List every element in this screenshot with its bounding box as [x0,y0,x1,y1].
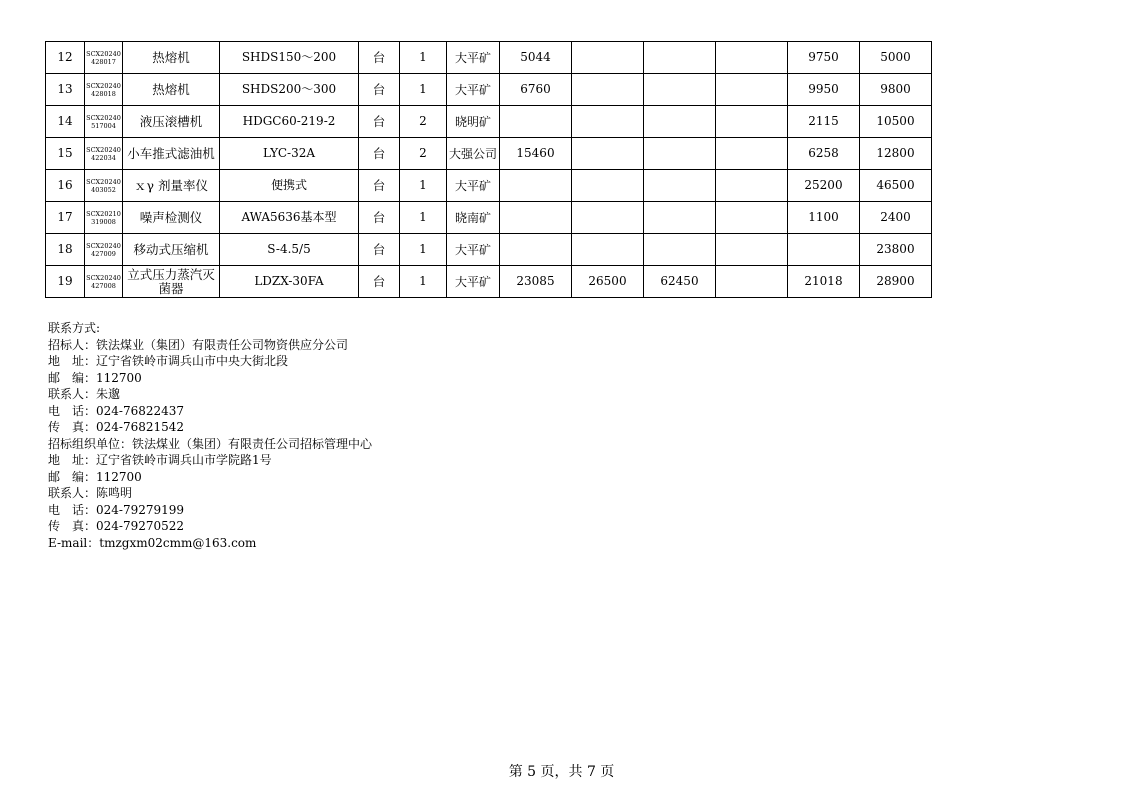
row-number: 17 [46,202,85,234]
item-name: 立式压力蒸汽灭菌器 [123,266,220,298]
value-col-4 [716,74,788,106]
table-row [46,234,932,266]
value-col-2 [572,170,644,202]
item-site: 大平矿 [447,266,500,298]
value-col-6: 9800 [860,74,932,106]
item-model: 便携式 [220,170,359,202]
item-quantity: 2 [400,138,447,170]
table-row [46,266,932,298]
value-col-5: 9950 [788,74,860,106]
value-col-4 [716,266,788,298]
item-model: SHDS150～200 [220,42,359,74]
value-col-6: 28900 [860,266,932,298]
value-col-6: 10500 [860,106,932,138]
item-code: SCX20240517004 [85,106,123,138]
item-name: 液压滚槽机 [123,106,220,138]
value-col-5: 1100 [788,202,860,234]
value-col-3 [644,42,716,74]
item-quantity: 1 [400,234,447,266]
item-unit: 台 [359,74,400,106]
item-unit: 台 [359,106,400,138]
item-site: 大平矿 [447,170,500,202]
table-row [46,170,932,202]
value-col-2 [572,42,644,74]
item-model: HDGC60-219-2 [220,106,359,138]
value-col-4 [716,42,788,74]
value-col-5: 9750 [788,42,860,74]
page-footer [0,761,1123,781]
item-name: 小车推式滤油机 [123,138,220,170]
value-col-6: 2400 [860,202,932,234]
item-model: S-4.5/5 [220,234,359,266]
item-name: 移动式压缩机 [123,234,220,266]
item-site: 大平矿 [447,42,500,74]
item-unit: 台 [359,234,400,266]
table-row [46,106,932,138]
table-row [46,138,932,170]
value-col-5: 21018 [788,266,860,298]
value-col-6: 5000 [860,42,932,74]
contact-line: 联系人：陈鸣明 [48,486,133,500]
item-site: 大强公司 [447,138,500,170]
value-col-3 [644,74,716,106]
item-quantity: 1 [400,42,447,74]
item-name: 噪声检测仪 [123,202,220,234]
value-col-1: 5044 [500,42,572,74]
value-col-6: 46500 [860,170,932,202]
item-model: AWA5636基本型 [220,202,359,234]
item-quantity: 1 [400,170,447,202]
row-number: 19 [46,266,85,298]
value-col-4 [716,106,788,138]
contact-line: 电 话：024-79279199 [48,502,185,517]
value-col-5 [788,234,860,266]
table-row [46,74,932,106]
contact-line: 地 址：辽宁省铁岭市调兵山市学院路1号 [48,453,272,467]
table-row [46,42,932,74]
item-name: 热熔机 [123,74,220,106]
table-row [46,202,932,234]
value-col-2 [572,106,644,138]
value-col-1: 6760 [500,74,572,106]
item-quantity: 1 [400,266,447,298]
value-col-2 [572,202,644,234]
item-code: SCX20240428018 [85,74,123,106]
item-code: SCX20240427008 [85,266,123,298]
value-col-4 [716,234,788,266]
value-col-5: 6258 [788,138,860,170]
value-col-1: 23085 [500,266,572,298]
item-name: ｘγ 剂量率仪 [123,170,220,202]
contact-line: 传 真：024-79270522 [48,519,185,533]
row-number: 18 [46,234,85,266]
value-col-1 [500,202,572,234]
item-code: SCX20240428017 [85,42,123,74]
value-col-1 [500,106,572,138]
item-code: SCX20240422034 [85,138,123,170]
item-name: 热熔机 [123,42,220,74]
item-unit: 台 [359,202,400,234]
value-col-4 [716,202,788,234]
value-col-6: 23800 [860,234,932,266]
value-col-4 [716,170,788,202]
item-code: SCX20240403052 [85,170,123,202]
value-col-3 [644,202,716,234]
contact-line: 招标组织单位：铁法煤业（集团）有限责任公司招标管理中心 [48,436,373,451]
value-col-3: 62450 [644,266,716,298]
item-quantity: 1 [400,74,447,106]
contact-line: 联系人：朱邈 [48,387,121,401]
contact-line: E-mail：tmzgxm02cmm@163.com [48,535,257,550]
procurement-table [45,41,932,298]
item-site: 大平矿 [447,74,500,106]
value-col-2 [572,234,644,266]
item-unit: 台 [359,42,400,74]
contact-line: 联系方式: [48,321,101,335]
value-col-3 [644,170,716,202]
item-model: SHDS200～300 [220,74,359,106]
item-model: LDZX-30FA [220,266,359,298]
value-col-3 [644,234,716,266]
item-model: LYC-32A [220,138,359,170]
item-quantity: 2 [400,106,447,138]
row-number: 15 [46,138,85,170]
row-number: 16 [46,170,85,202]
row-number: 14 [46,106,85,138]
contact-line: 招标人：铁法煤业（集团）有限责任公司物资供应分公司 [48,337,349,352]
item-site: 晓南矿 [447,202,500,234]
value-col-1 [500,234,572,266]
contact-info [48,320,372,551]
value-col-3 [644,138,716,170]
value-col-2: 26500 [572,266,644,298]
contact-line: 地 址：辽宁省铁岭市调兵山市中央大街北段 [48,354,289,368]
value-col-3 [644,106,716,138]
contact-line: 传 真：024-76821542 [48,420,185,434]
page-number: 第 5 页，共 7 页 [508,764,615,780]
item-site: 晓明矿 [447,106,500,138]
item-quantity: 1 [400,202,447,234]
row-number: 13 [46,74,85,106]
value-col-6: 12800 [860,138,932,170]
row-number: 12 [46,42,85,74]
item-code: SCX20210319008 [85,202,123,234]
table-body [46,42,932,298]
value-col-5: 25200 [788,170,860,202]
item-unit: 台 [359,266,400,298]
value-col-2 [572,138,644,170]
contact-line: 邮 编：112700 [48,370,142,385]
value-col-5: 2115 [788,106,860,138]
value-col-4 [716,138,788,170]
value-col-1 [500,170,572,202]
contact-line: 邮 编：112700 [48,469,142,484]
item-unit: 台 [359,138,400,170]
item-code: SCX20240427009 [85,234,123,266]
item-site: 大平矿 [447,234,500,266]
contact-line: 电 话：024-76822437 [48,403,185,418]
value-col-1: 15460 [500,138,572,170]
item-unit: 台 [359,170,400,202]
value-col-2 [572,74,644,106]
